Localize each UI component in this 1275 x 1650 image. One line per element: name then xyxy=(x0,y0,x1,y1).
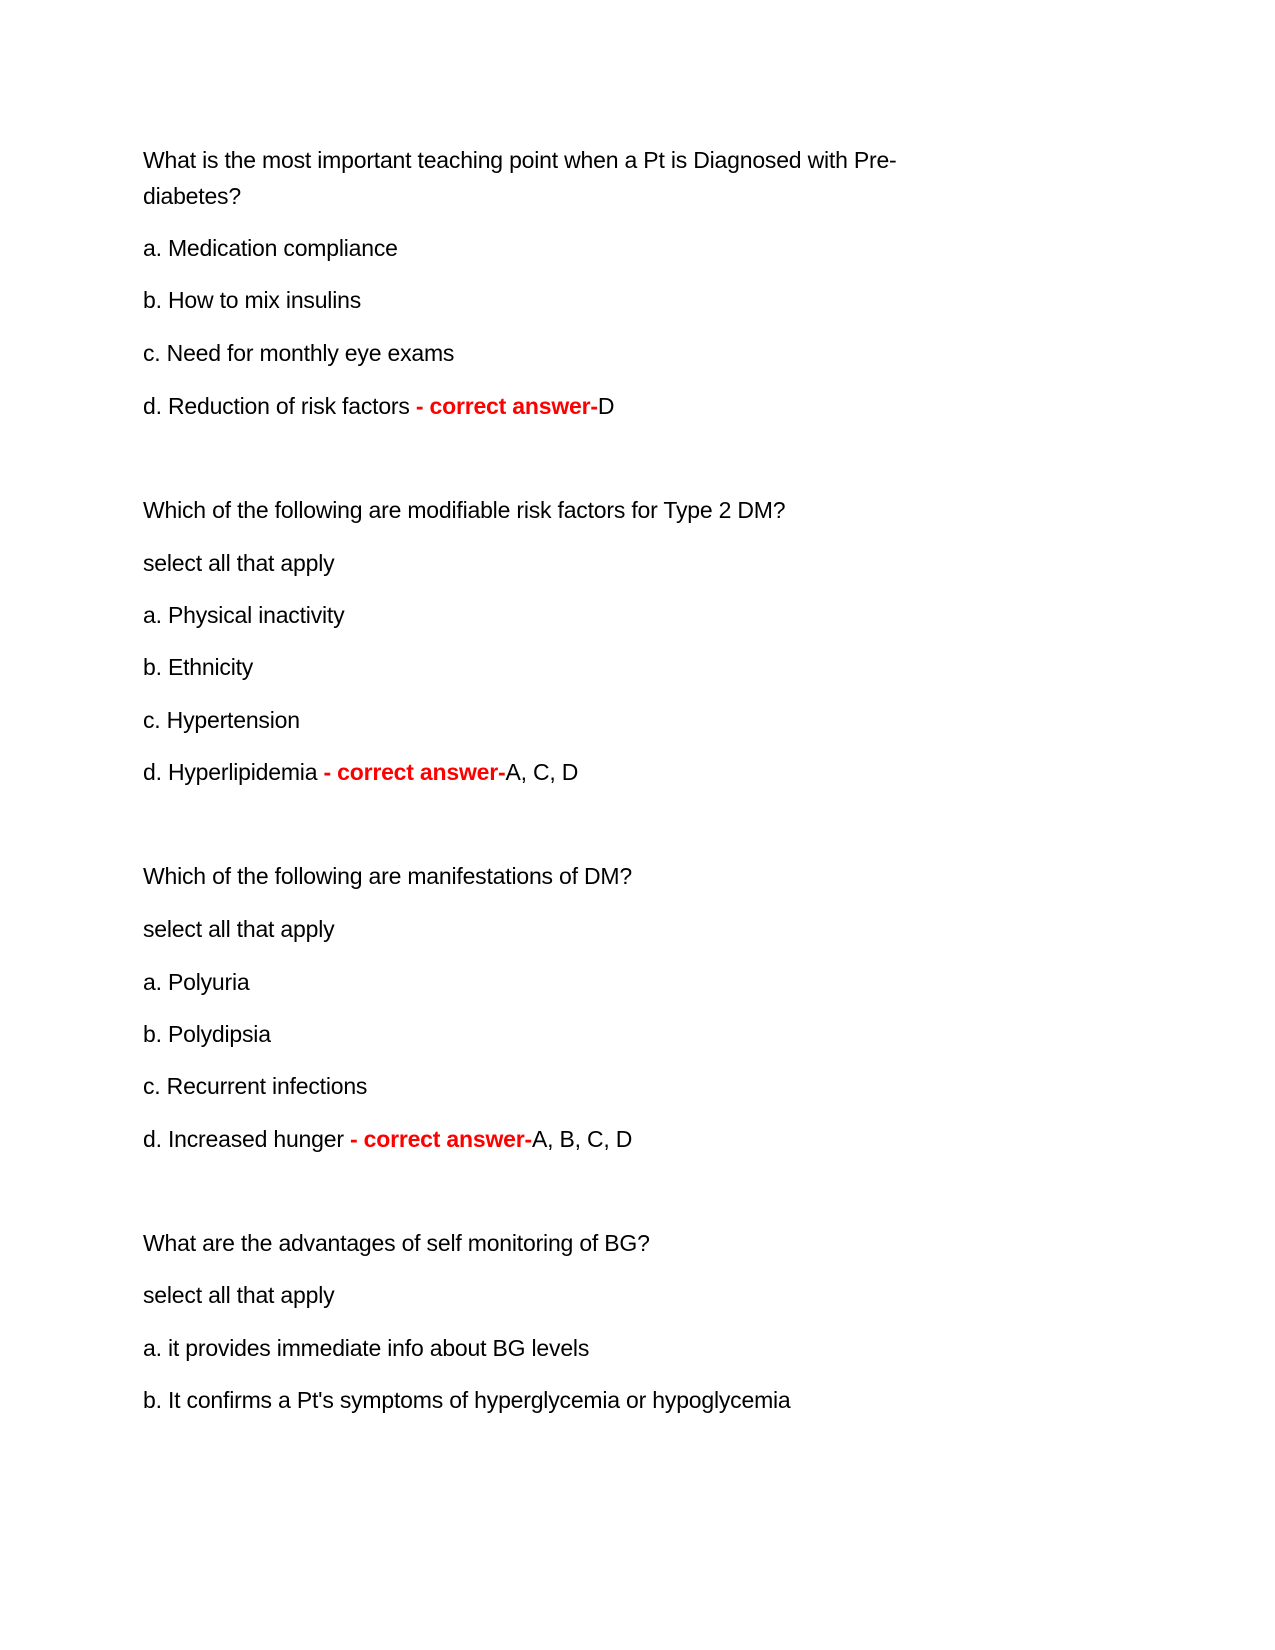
question-3-instruction: select all that apply xyxy=(143,916,335,942)
question-2-option-a: a. Physical inactivity xyxy=(143,602,345,628)
question-1-option-c: c. Need for monthly eye exams xyxy=(143,340,455,366)
question-3-option-b: b. Polydipsia xyxy=(143,1021,271,1047)
question-2-option-d: d. Hyperlipidemia xyxy=(143,759,318,785)
question-4-option-a: a. it provides immediate info about BG levels xyxy=(143,1335,590,1361)
correct-answer-label: - correct answer- xyxy=(317,759,506,785)
question-4-stem: What are the advantages of self monitoring of BG? xyxy=(143,1230,650,1256)
question-1-option-d-line xyxy=(143,392,614,420)
question-3-option-a: a. Polyuria xyxy=(143,969,250,995)
question-1-option-a: a. Medication compliance xyxy=(143,235,398,261)
question-1-stem-line-2: diabetes? xyxy=(143,183,241,209)
question-1-option-b: b. How to mix insulins xyxy=(143,287,362,313)
question-4-instruction: select all that apply xyxy=(143,1282,335,1308)
question-1-option-d: d. Reduction of risk factors xyxy=(143,393,410,419)
correct-answer-label: - correct answer- xyxy=(343,1126,532,1152)
question-2-instruction: select all that apply xyxy=(143,550,335,576)
question-3-option-d-line xyxy=(143,1125,632,1153)
correct-answer-value: D xyxy=(597,393,615,419)
question-4-option-b: b. It confirms a Pt's symptoms of hyperglycemia or hypoglycemia xyxy=(143,1387,791,1413)
question-3-option-c: c. Recurrent infections xyxy=(143,1073,368,1099)
question-1-stem-line-1: What is the most important teaching point when a Pt is Diagnosed with Pre- xyxy=(143,147,897,173)
question-2-stem: Which of the following are modifiable risk factors for Type 2 DM? xyxy=(143,497,786,523)
question-3-option-d: d. Increased hunger xyxy=(143,1126,344,1152)
correct-answer-label: - correct answer- xyxy=(409,393,598,419)
question-2-option-d-line xyxy=(143,758,578,786)
question-3-stem: Which of the following are manifestations of DM? xyxy=(143,863,632,889)
correct-answer-value: A, C, D xyxy=(505,759,579,785)
question-2-option-b: b. Ethnicity xyxy=(143,654,254,680)
correct-answer-value: A, B, C, D xyxy=(531,1126,633,1152)
question-2-option-c: c. Hypertension xyxy=(143,707,300,733)
